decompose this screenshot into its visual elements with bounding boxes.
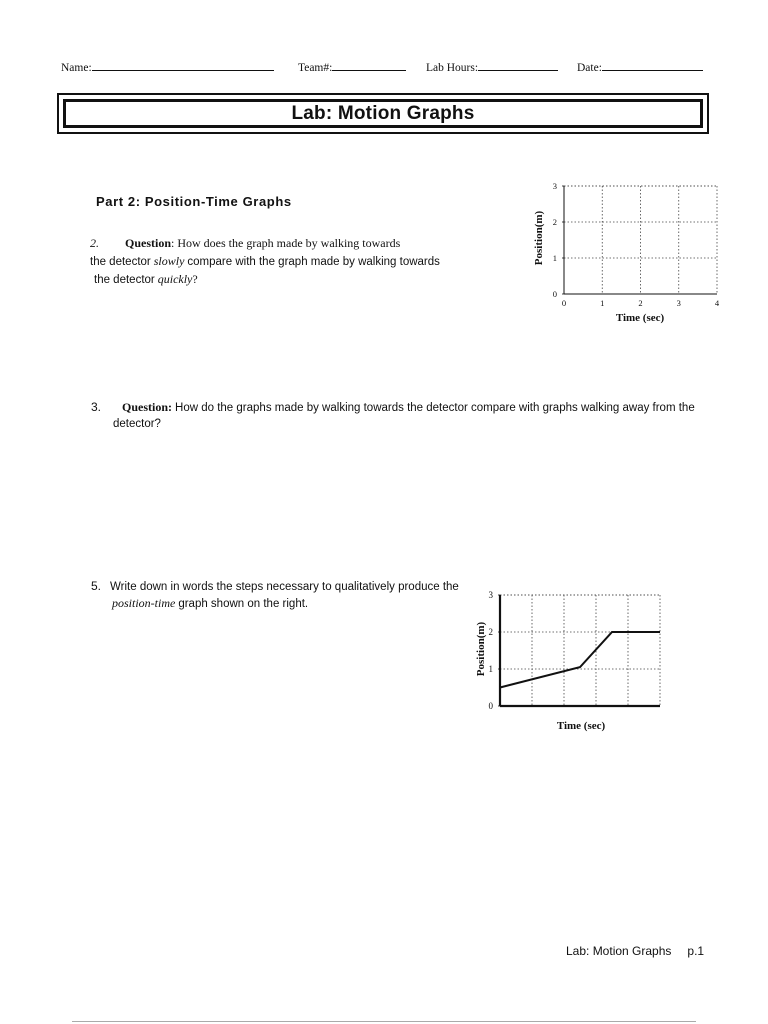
footer: [566, 944, 704, 958]
q5-position-time: position-time: [112, 596, 176, 610]
chart-1-x-ticks: [562, 298, 720, 308]
x-tick-label: 2: [638, 298, 643, 308]
x-tick-label: 1: [600, 298, 605, 308]
x-tick-label: 0: [561, 298, 567, 308]
chart-2-series: [500, 632, 660, 688]
q2-text1: : How does the graph made by walking towards: [171, 236, 401, 250]
team-field: [298, 59, 406, 74]
q3-number: 3.: [91, 400, 102, 414]
bottom-rule: [72, 1021, 696, 1022]
y-tick-label: 2: [552, 217, 557, 227]
q5-number: 5.: [91, 579, 102, 593]
y-tick-label: 2: [488, 627, 493, 637]
page-number: p.1: [687, 944, 705, 958]
chart-1-y-label: Position(m): [533, 210, 545, 266]
q2-number: 2.: [90, 236, 99, 250]
q2-text2b: compare with the graph made by walking towards: [187, 256, 440, 268]
q2-line3: [94, 270, 198, 289]
chart-2-x-label: Time (sec): [556, 720, 606, 732]
y-tick-label: 0: [552, 289, 557, 299]
q3-label: Question:: [122, 400, 173, 414]
date-blank[interactable]: [602, 59, 703, 71]
y-tick-label: 3: [552, 181, 557, 191]
q5-text2b: graph shown on the right.: [178, 598, 309, 610]
part2-heading: Part 2: Position-Time Graphs: [96, 194, 292, 209]
name-blank[interactable]: [92, 59, 274, 71]
q5-line2: [112, 594, 308, 613]
chart-2-y-label: Position(m): [475, 621, 487, 677]
series-line-position: [500, 632, 660, 688]
q2-text3a: the detector: [94, 274, 155, 286]
title-box: [57, 93, 709, 134]
page-title: Lab: Motion Graphs: [63, 99, 703, 128]
chart-1-grid: [564, 186, 717, 294]
chart-2-y-ticks: [489, 590, 501, 711]
chart-2-grid: [500, 595, 660, 706]
footer-text: Lab: Motion Graphs: [566, 944, 672, 958]
q3-line2: [113, 414, 161, 433]
lab-hours-label: Lab Hours:: [426, 62, 479, 74]
x-tick-label: 3: [676, 298, 681, 308]
team-blank[interactable]: [332, 59, 406, 71]
chart-2-frame: [500, 595, 660, 706]
chart-2: [468, 586, 668, 736]
q3-line1: [91, 398, 695, 417]
y-tick-label: 1: [552, 253, 557, 263]
q2-line1: [90, 234, 400, 252]
team-label: Team#:: [298, 62, 333, 74]
q2-label: Question: [125, 236, 172, 250]
lab-hours-blank[interactable]: [478, 59, 558, 71]
name-label: Name:: [61, 62, 92, 74]
q5-text1: Write down in words the steps necessary to qualitatively produce the: [110, 581, 459, 593]
q3-text1: How do the graphs made by walking towards the detector compare with graphs walking away from the: [175, 402, 695, 414]
name-field: [61, 59, 274, 74]
y-tick-label: 1: [488, 664, 493, 674]
q3-text2: detector?: [113, 418, 161, 430]
q2-text2a: the detector: [90, 256, 151, 268]
q2-text3b: ?: [192, 272, 198, 286]
y-tick-label: 3: [488, 590, 493, 600]
q2-quickly: quickly: [157, 272, 193, 286]
y-tick-label: 0: [488, 701, 493, 711]
q2-slowly: slowly: [153, 254, 185, 268]
chart-1-x-label: Time (sec): [615, 312, 665, 324]
lab-hours-field: [426, 59, 558, 74]
date-field: [577, 59, 703, 74]
chart-1: [520, 176, 730, 328]
x-tick-label: 4: [714, 298, 720, 308]
chart-1-y-ticks: [553, 181, 564, 299]
date-label: Date:: [577, 62, 602, 74]
q2-line2: [90, 252, 440, 271]
